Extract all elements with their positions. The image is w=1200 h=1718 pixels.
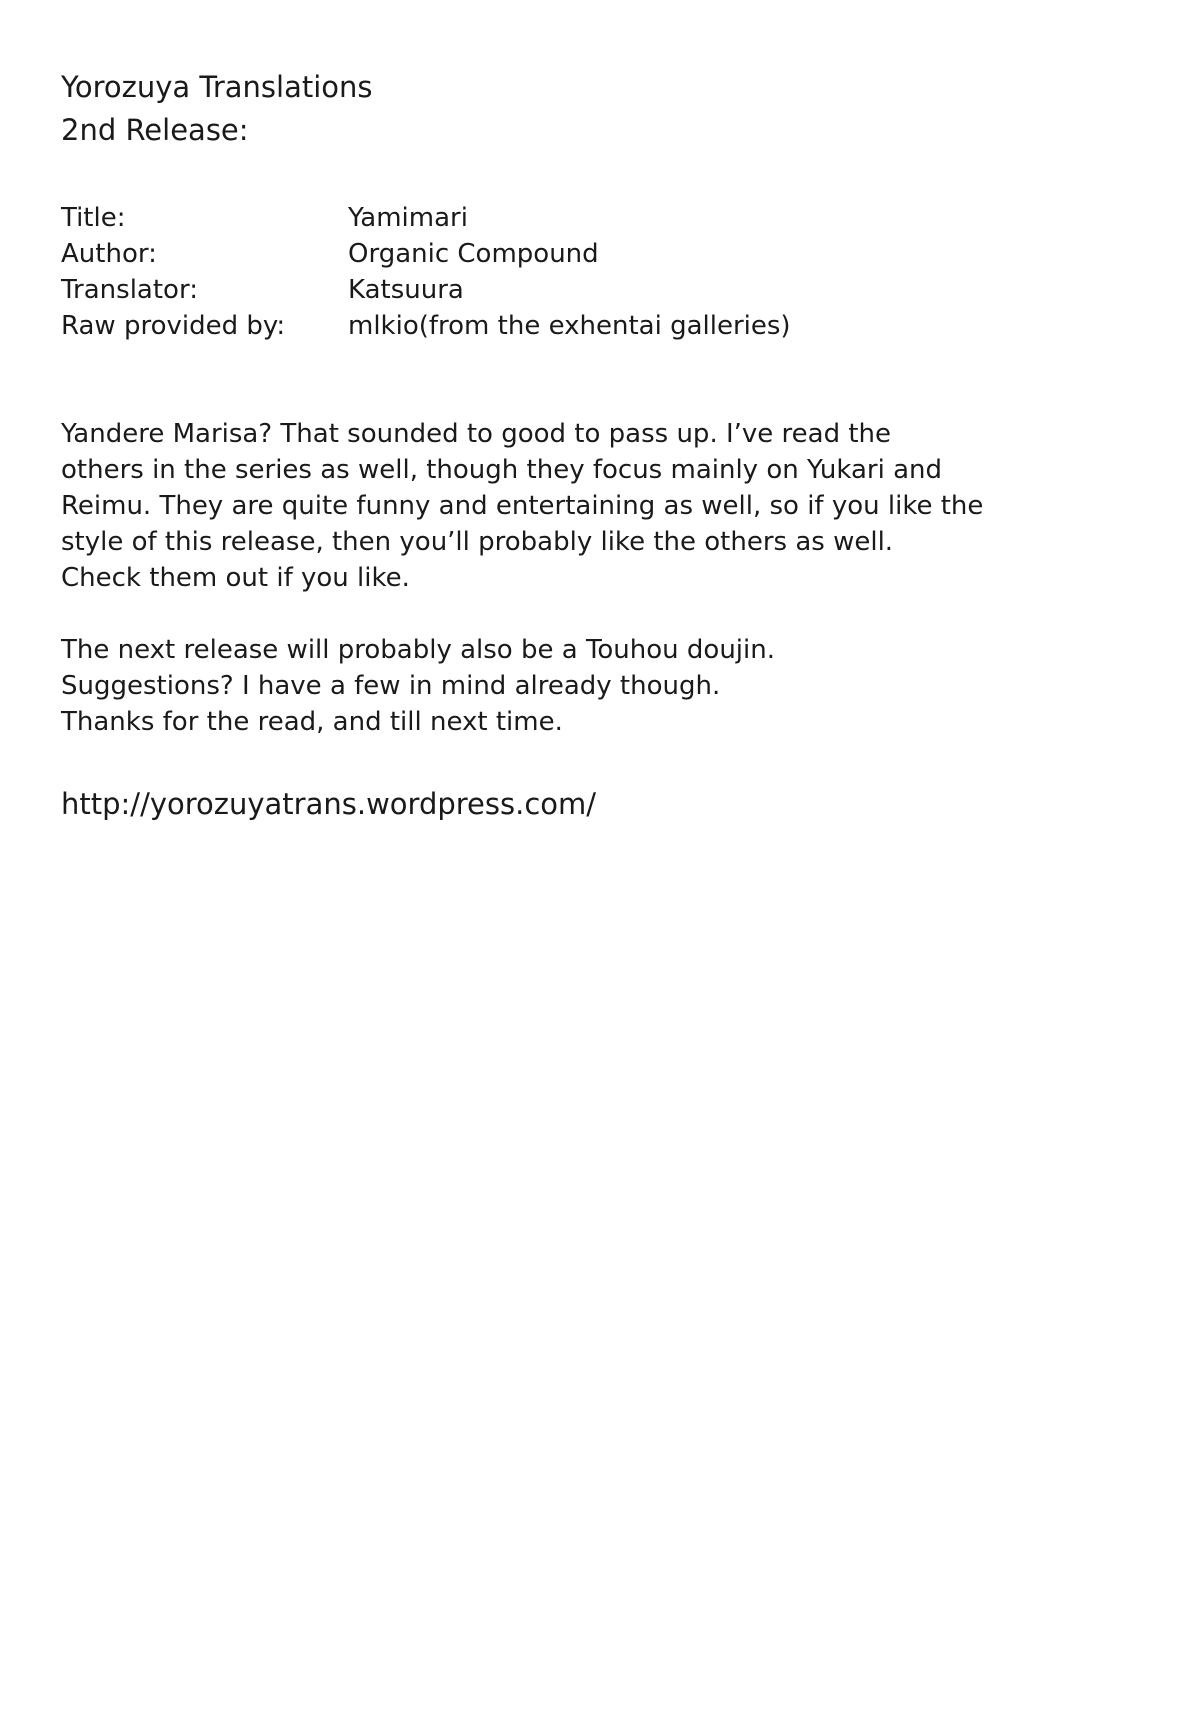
- info-row-raw-provider: [61, 308, 791, 344]
- info-label: Author:: [61, 239, 157, 269]
- info-value: Organic Compound: [348, 239, 599, 269]
- paragraph-line: Thanks for the read, and till next time.: [61, 707, 563, 737]
- info-value: Katsuura: [348, 275, 464, 305]
- notes-paragraph-2: [61, 632, 1141, 740]
- paragraph-line: Suggestions? I have a few in mind already though.: [61, 671, 721, 701]
- info-value: Yamimari: [348, 203, 468, 233]
- info-row-author: [61, 236, 791, 272]
- release-notes-page: [61, 66, 1141, 824]
- paragraph-line: Check them out if you like.: [61, 563, 410, 593]
- notes-paragraph-1: [61, 416, 1141, 596]
- paragraph-line: The next release will probably also be a Touhou doujin.: [61, 635, 775, 665]
- group-name: Yorozuya Translations: [61, 70, 373, 104]
- info-row-title: [61, 200, 791, 236]
- info-value: mlkio(from the exhentai galleries): [348, 311, 791, 341]
- website-url: http://yorozuyatrans.wordpress.com/: [61, 787, 597, 821]
- release-label: 2nd Release:: [61, 113, 249, 147]
- paragraph-line: Yandere Marisa? That sounded to good to pass up. I’ve read the: [61, 419, 892, 449]
- info-label: Raw provided by:: [61, 311, 286, 341]
- paragraph-line: style of this release, then you’ll probably like the others as well.: [61, 527, 894, 557]
- paragraph-line: others in the series as well, though they focus mainly on Yukari and: [61, 455, 942, 485]
- release-info-table: [61, 200, 791, 344]
- info-row-translator: [61, 272, 791, 308]
- paragraph-line: Reimu. They are quite funny and entertaining as well, so if you like the: [61, 491, 984, 521]
- info-label: Translator:: [61, 275, 198, 305]
- info-label: Title:: [61, 203, 126, 233]
